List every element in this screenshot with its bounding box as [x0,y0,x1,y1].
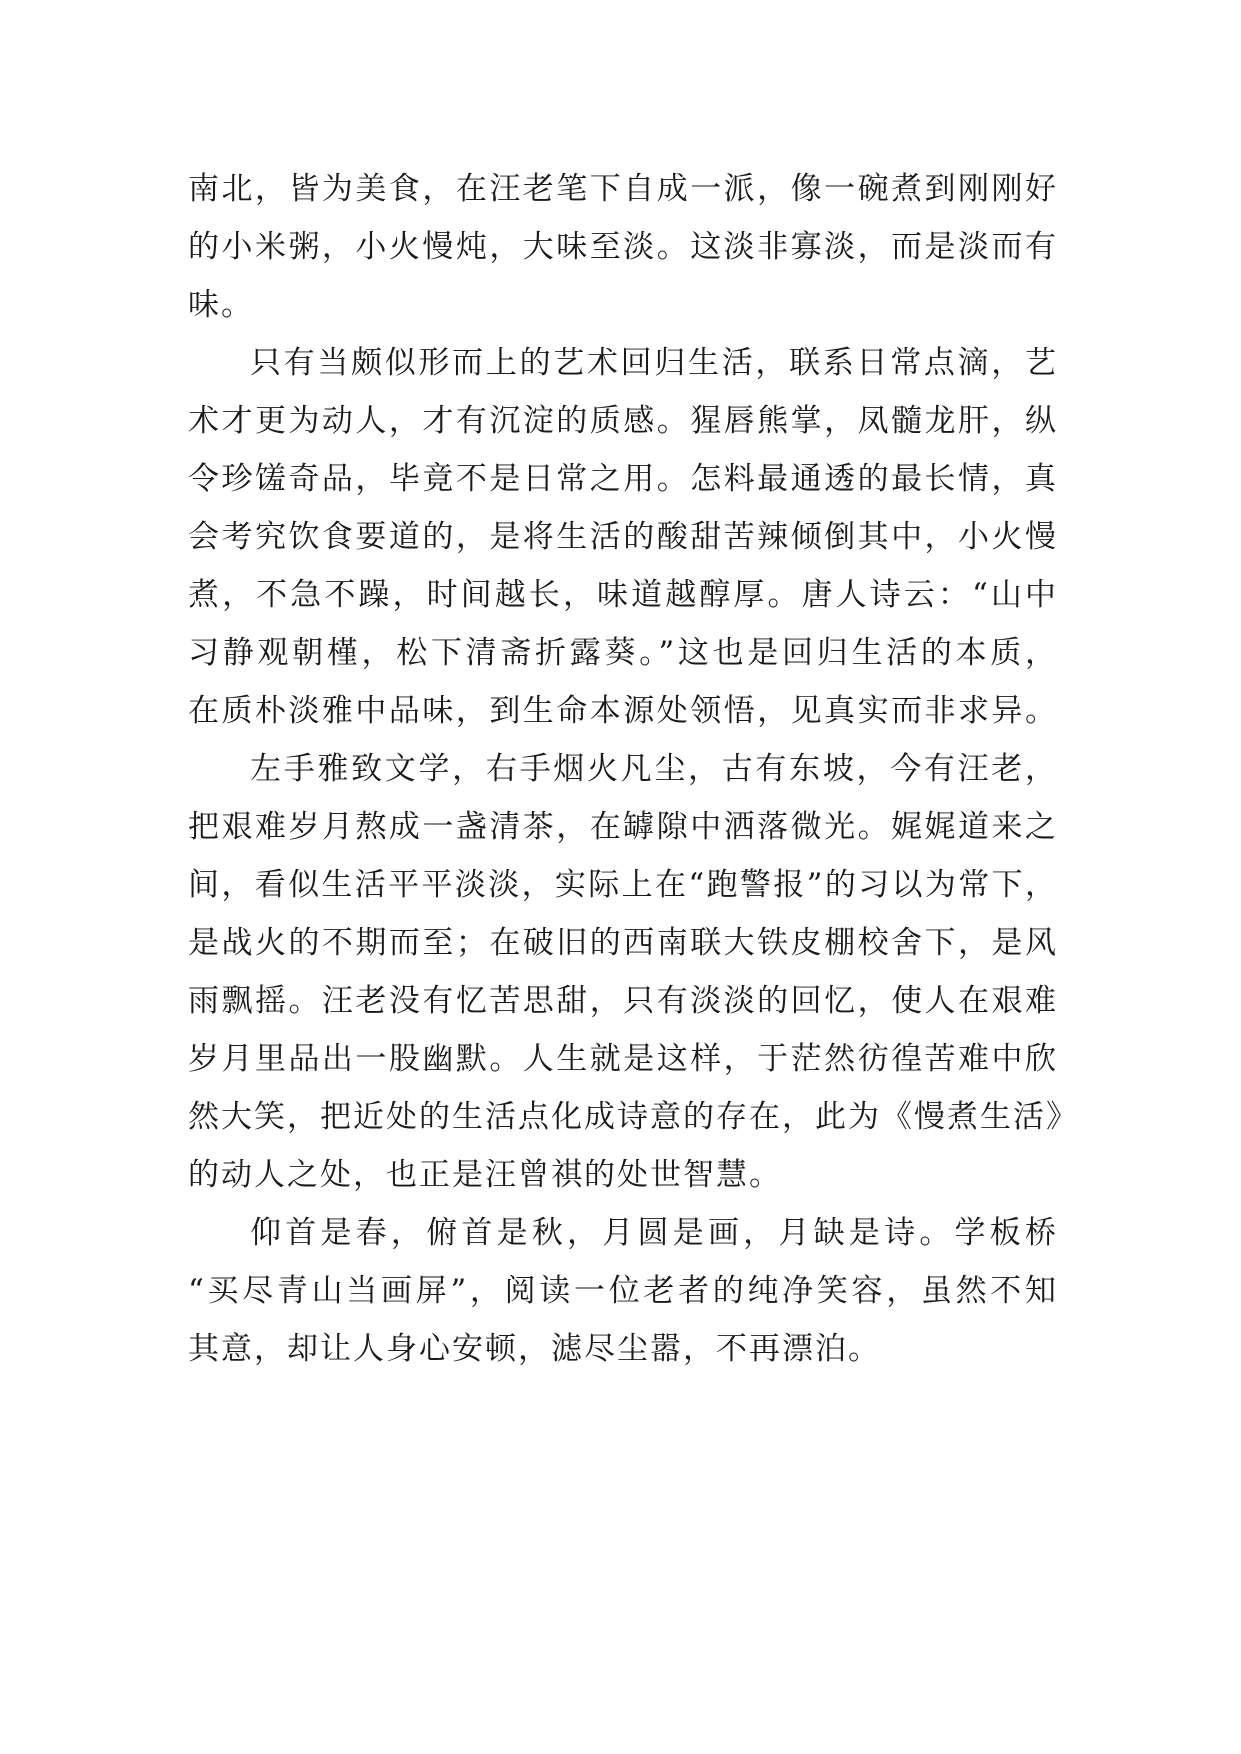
text-line: 其意，却让人身心安顿，滤尽尘嚣，不再漂泊。 [188,1331,881,1367]
text-line: 雨飘摇。汪老没有忆苦思甜，只有淡淡的回忆，使人在艰难 [188,983,1058,1019]
text-line: 令珍馐奇品，毕竟不是日常之用。怎料最通透的最长情，真 [188,461,1058,497]
text-line: 把艰难岁月熬成一盏清茶，在罅隙中洒落微光。娓娓道来之 [188,809,1058,845]
text-line: 的小米粥，小火慢炖，大味至淡。这淡非寡淡，而是淡而有 [188,229,1058,265]
text-line: 煮，不急不躁，时间越长，味道越醇厚。唐人诗云：“山中 [188,577,1058,613]
paragraph-4 [188,1204,1058,1378]
text-line: 的动人之处，也正是汪曾祺的处世智慧。 [188,1157,782,1193]
text-line: “买尽青山当画屏”，阅读一位老者的纯净笑容，虽然不知 [188,1273,1058,1309]
text-line: 仰首是春，俯首是秋，月圆是画，月缺是诗。学板桥 [250,1215,1058,1251]
paragraph-1 [188,160,1058,334]
article-body [188,160,1079,1378]
text-line: 南北，皆为美食，在汪老笔下自成一派，像一碗煮到刚刚好 [188,171,1058,207]
text-line: 然大笑，把近处的生活点化成诗意的存在，此为《慢煮生活》 [188,1099,1079,1135]
text-line: 左手雅致文学，右手烟火凡尘，古有东坡，今有汪老， [250,751,1058,787]
paragraph-3 [188,740,1079,1204]
text-line: 味。 [188,287,254,323]
text-line: 是战火的不期而至；在破旧的西南联大铁皮棚校舍下，是风 [188,925,1058,961]
text-line: 在质朴淡雅中品味，到生命本源处领悟，见真实而非求异。 [188,693,1058,729]
text-line: 间，看似生活平平淡淡，实际上在“跑警报”的习以为常下， [188,867,1058,903]
text-line: 会考究饮食要道的，是将生活的酸甜苦辣倾倒其中，小火慢 [188,519,1058,555]
text-line: 只有当颇似形而上的艺术回归生活，联系日常点滴，艺 [250,345,1058,381]
text-line: 岁月里品出一股幽默。人生就是这样，于茫然彷徨苦难中欣 [188,1041,1058,1077]
text-line: 术才更为动人，才有沉淀的质感。猩唇熊掌，凤髓龙肝，纵 [188,403,1058,439]
paragraph-2 [188,334,1058,740]
text-line: 习静观朝槿，松下清斋折露葵。”这也是回归生活的本质， [188,635,1058,671]
